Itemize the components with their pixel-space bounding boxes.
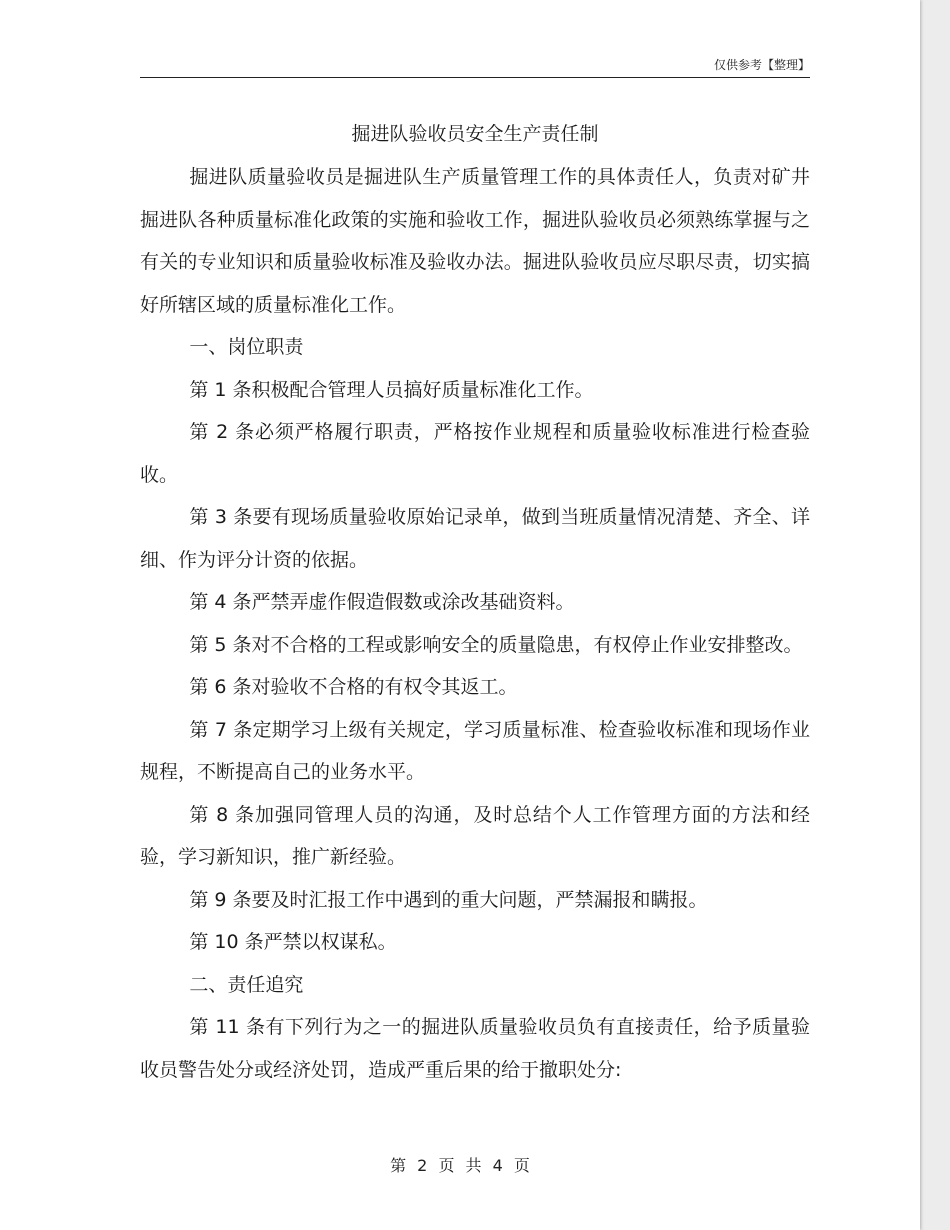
article-11: 第 11 条有下列行为之一的掘进队质量验收员负有直接责任，给予质量验收员警告处分或经济处罚，造成严重后果的给于撤职处分: (140, 1016, 810, 1081)
article-10: 第 10 条严禁以权谋私。 (189, 931, 397, 953)
article-2: 第 2 条必须严格履行职责，严格按作业规程和质量验收标准进行检查验收。 (140, 421, 810, 486)
article-1: 第 1 条积极配合管理人员搞好质量标准化工作。 (189, 378, 594, 401)
article-6: 第 6 条对验收不合格的有权令其返工。 (189, 676, 518, 698)
article-4: 第 4 条严禁弄虚作假造假数或涂改基础资料。 (189, 591, 575, 613)
header-note: 仅供参考【整理】 (713, 58, 810, 72)
article-8: 第 8 条加强同管理人员的沟通，及时总结个人工作管理方面的方法和经验，学习新知识，推广新经验。 (140, 803, 810, 868)
article-5: 第 5 条对不合格的工程或影响安全的质量隐患，有权停止作业安排整改。 (189, 633, 803, 656)
document-body (140, 112, 810, 1091)
header-rule (140, 77, 810, 78)
document-title: 掘进队验收员安全生产责任制 (351, 123, 599, 145)
section-heading-duties: 一、岗位职责 (189, 336, 304, 358)
article-7: 第 7 条定期学习上级有关规定，学习质量标准、检查验收标准和现场作业规程，不断提高自己的业务水平。 (140, 718, 810, 783)
section-heading-accountability: 二、责任追究 (189, 973, 304, 996)
article-3: 第 3 条要有现场质量验收原始记录单，做到当班质量情况清楚、齐全、详细、作为评分计资的依据。 (140, 506, 810, 571)
page-number-footer: 第 2 页 共 4 页 (390, 1156, 530, 1175)
article-9: 第 9 条要及时汇报工作中遇到的重大问题，严禁漏报和瞒报。 (189, 888, 708, 911)
paragraph-intro: 掘进队质量验收员是掘进队生产质量管理工作的具体责任人，负责对矿井掘进队各种质量标准化政策的实施和验收工作，掘进队验收员必须熟练掌握与之有关的专业知识和质量验收标准及验收办法。掘进队验收员应尽职尽责，切实搞好所辖区域的质量标准化工作。 (140, 166, 810, 316)
